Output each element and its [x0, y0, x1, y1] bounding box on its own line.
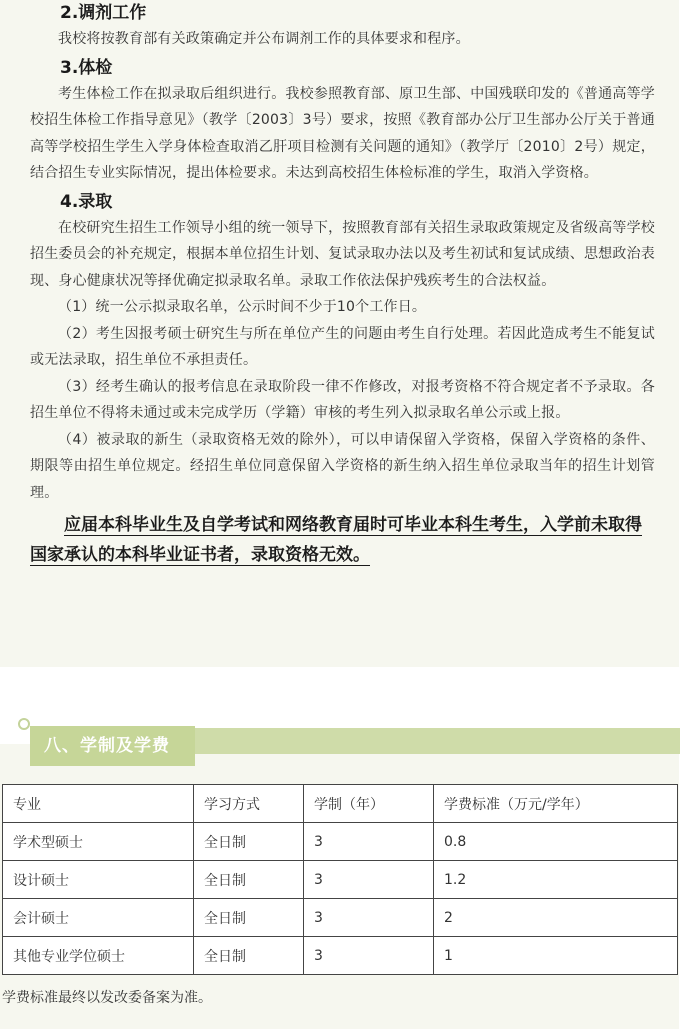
table-cell: 3: [304, 861, 434, 899]
table-cell: 3: [304, 899, 434, 937]
table-cell: 3: [304, 823, 434, 861]
table-cell: 1: [434, 937, 678, 975]
table-row: [3, 937, 678, 975]
section-physical-exam-title: 3.体检: [60, 57, 113, 78]
table-cell: 3: [304, 937, 434, 975]
table-cell: 全日制: [194, 861, 304, 899]
table-cell: 设计硕士: [3, 861, 194, 899]
admission-notice: 应届本科毕业生及自学考试和网络教育届时可毕业本科生考生，入学前未取得国家承认的本科毕业证书者，录取资格无效。: [30, 515, 642, 565]
tuition-table: [2, 784, 678, 975]
table-cell: 全日制: [194, 937, 304, 975]
table-cell: 0.8: [434, 823, 678, 861]
table-header-row: [3, 785, 678, 823]
admission-item-2: （2）考生因报考硕士研究生与所在单位产生的问题由考生自行处理。若因此造成考生不能复试或无法录取，招生单位不承担责任。: [30, 325, 655, 368]
table-row: [3, 861, 678, 899]
admission-item-4: （4）被录取的新生（录取资格无效的除外），可以申请保留入学资格，保留入学资格的条件、期限等由招生单位规定。经招生单位同意保留入学资格的新生纳入招生单位录取当年的招生计划管理。: [30, 431, 655, 501]
section-adjustment-text: 我校将按教育部有关政策确定并公布调剂工作的具体要求和程序。: [58, 31, 470, 47]
table-row: [3, 823, 678, 861]
section-tuition-title: 八、学制及学费: [30, 726, 195, 766]
table-header-cell: 学制（年）: [304, 785, 434, 823]
table-header-cell: 专业: [3, 785, 194, 823]
table-cell: 全日制: [194, 899, 304, 937]
section-admission-title: 4.录取: [60, 191, 113, 212]
table-cell: 学术型硕士: [3, 823, 194, 861]
admission-item-3: （3）经考生确认的报考信息在录取阶段一律不作修改，对报考资格不符合规定者不予录取。各招生单位不得将未通过或未完成学历（学籍）审核的考生列入拟录取名单公示或上报。: [30, 378, 655, 421]
tuition-footnote: 学费标准最终以发改委备案为准。: [2, 990, 212, 1006]
table-cell: 全日制: [194, 823, 304, 861]
table-header-cell: 学习方式: [194, 785, 304, 823]
section-adjustment-title: 2.调剂工作: [60, 3, 147, 23]
table-header-cell: 学费标准（万元/学年）: [434, 785, 678, 823]
table-cell: 会计硕士: [3, 899, 194, 937]
admission-rules-content: [30, 0, 655, 570]
table-cell: 其他专业学位硕士: [3, 937, 194, 975]
table-cell: 2: [434, 899, 678, 937]
section-admission-intro: 在校研究生招生工作领导小组的统一领导下，按照教育部有关招生录取政策规定及省级高等学校招生委员会的补充规定，根据本单位招生计划、复试录取办法以及考生初试和复试成绩、思想政治表现、身心健康状况等择优确定拟录取名单。录取工作依法保护残疾考生的合法权益。: [30, 219, 655, 289]
admission-item-1: （1）统一公示拟录取名单，公示时间不少于10个工作日。: [58, 299, 427, 315]
table-row: [3, 899, 678, 937]
bottom-panel: [0, 1015, 679, 1029]
circle-decoration-icon: [18, 718, 30, 730]
table-cell: 1.2: [434, 861, 678, 899]
section-physical-exam-text: 考生体检工作在拟录取后组织进行。我校参照教育部、原卫生部、中国残联印发的《普通高等学校招生体检工作指导意见》（教学〔2003〕3号）要求，按照《教育部办公厅卫生部办公厅关于普通高等学校招生学生入学身体检查取消乙肝项目检测有关问题的通知》（教学厅〔2010〕2号）规定，结合招生专业实际情况，提出体检要求。未达到高校招生体检标准的学生，取消入学资格。: [30, 85, 655, 181]
